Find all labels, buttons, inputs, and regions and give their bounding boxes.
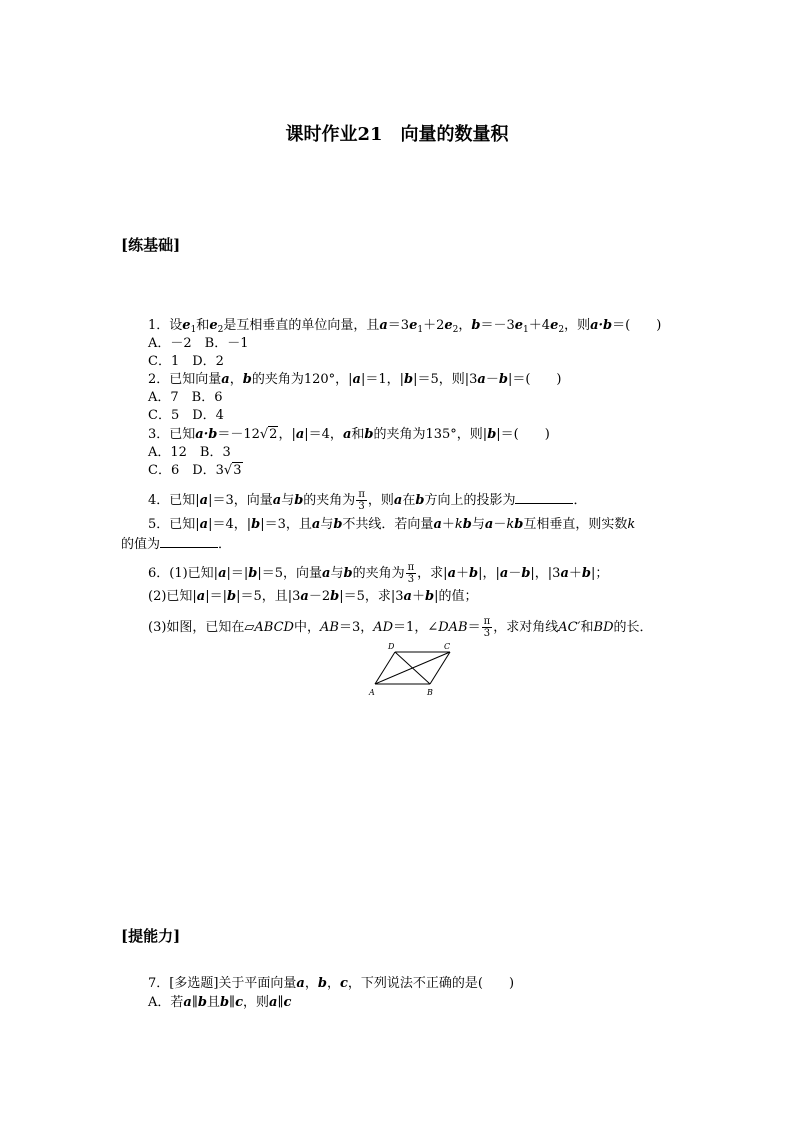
vertex-label-a: A [369, 688, 375, 697]
question-6-part-1: 6．(1)已知|a|＝|b|＝5，向量a与b的夹角为 $\frac{\pi}{3}$ ，求|a＋b|，|a－b|，|3a＋b|； [148, 562, 609, 585]
vertex-label-c: C [444, 642, 451, 651]
vertex-label-b: B [427, 688, 433, 697]
section-advanced: [提能力] [121, 927, 181, 945]
question-3-options-cd: C．6 D．3√3 [148, 463, 242, 478]
sqrt-3: √3 [223, 463, 242, 478]
fraction-pi-3: $\frac{\pi}{3}$ [358, 489, 365, 512]
question-2: 2．已知向量a，b的夹角为120°，|a|＝1，|b|＝5，则|3a－b|＝( ) [148, 372, 562, 387]
question-5-cont: 的值为 ． [121, 537, 232, 552]
question-3: 3．已知a·b＝－12√2，|a|＝4，a和b的夹角为135°，则|b|＝( ) [148, 427, 550, 442]
fraction-pi-3: $\frac{\pi}{3}$ [483, 616, 491, 639]
sqrt-2: √2 [259, 427, 278, 442]
answer-blank [515, 491, 573, 504]
question-6-part-2: (2)已知|a|＝|b|＝5，且|3a－2b|＝5，求|3a＋b|的值； [148, 589, 478, 604]
fraction-pi-3: $\frac{\pi}{3}$ [407, 562, 415, 585]
question-7: 7．[多选题]关于平面向量a，b，c，下列说法不正确的是( ) [148, 976, 515, 991]
diagonal-bd [395, 652, 430, 684]
question-2-options-cd: C．5 D．4 [148, 408, 224, 423]
page-title: 课时作业21 向量的数量积 [285, 124, 509, 145]
section-basic: [练基础] [121, 236, 181, 254]
question-2-options-ab: A．7 B．6 [148, 390, 223, 405]
question-1-options-ab: A．－2 B．－1 [148, 336, 249, 351]
question-3-options-ab: A．12 B．3 [148, 445, 231, 460]
question-1: 1．设$e_1$和$e_2$是互相垂直的单位向量，且$a=3e_1+2e_2$，$b=-3e_1+4e_2$，则a·b＝( ) [148, 318, 662, 335]
question-7-option-a: A．若a∥b且b∥c，则a∥c [148, 995, 292, 1010]
question-4: 4．已知|a|＝3，向量a与b的夹角为 $\frac{\pi}{3}$ ，则a在b方向上的投影为 ． [148, 489, 587, 512]
parallelogram-figure [360, 638, 460, 700]
vertex-label-d: D [388, 642, 395, 651]
question-6-part-3: (3)如图，已知在▱ABCD中，AB＝3，AD＝1，∠DAB＝ $\frac{\pi}{3}$ ，求对角线AC′和BD的长． [148, 616, 653, 639]
question-5: 5．已知|a|＝4，|b|＝3，且a与b不共线．若向量a＋kb与a－kb互相垂直，则实数k [148, 517, 636, 532]
question-1-options-cd: C．1 D．2 [148, 354, 224, 369]
answer-blank [160, 535, 218, 548]
